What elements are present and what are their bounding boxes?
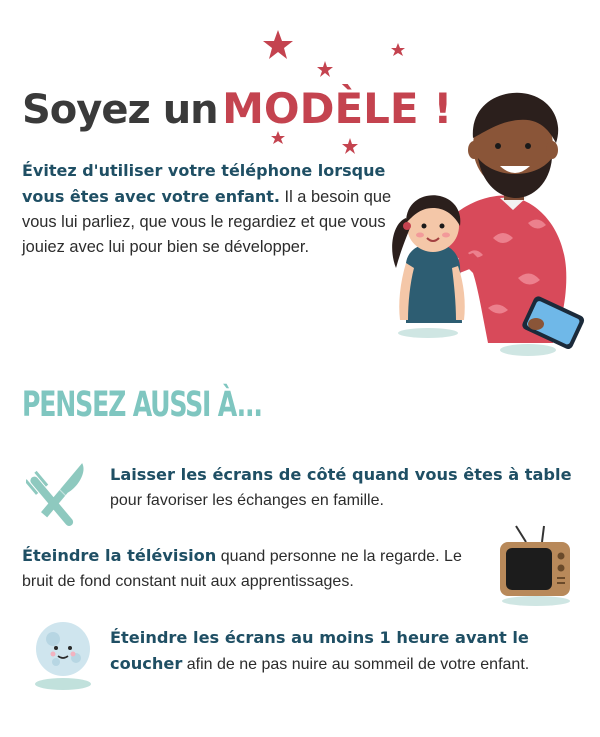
section-title: PENSEZ AUSSI À... xyxy=(22,385,262,425)
star-icon xyxy=(391,43,405,56)
tip-television xyxy=(22,543,482,594)
tip-table-text: pour favoriser les échanges en famille. xyxy=(110,492,384,509)
father-child-illustration xyxy=(378,88,590,360)
fork-knife-icon xyxy=(26,456,102,526)
intro-strong: Évitez d'utiliser votre téléphone lorsque vous êtes avec votre enfant. xyxy=(22,161,386,206)
tip-television-text: quand personne ne la regarde. Le bruit de fond constant nuit aux apprentissages. xyxy=(22,548,462,590)
title-part2: MODÈLE ! xyxy=(222,84,453,133)
tip-table-strong: Laisser les écrans de côté quand vous êtes à table xyxy=(110,465,572,484)
intro-text: Il a besoin que vous lui parliez, que vous le regardiez et que vous jouiez avec lui pour bien se développer. xyxy=(22,188,392,256)
tip-table xyxy=(110,462,580,513)
tip-television-strong: Éteindre la télévision xyxy=(22,546,217,565)
star-icon xyxy=(317,61,333,77)
intro-paragraph xyxy=(22,158,392,260)
television-icon xyxy=(494,524,578,606)
title-part1: Soyez un xyxy=(22,87,218,133)
tip-bedtime-strong: Éteindre les écrans au moins 1 heure avant le coucher xyxy=(110,628,529,673)
tip-bedtime xyxy=(110,625,530,677)
star-icon xyxy=(263,30,293,59)
star-icon xyxy=(342,138,358,154)
moon-icon xyxy=(26,614,100,692)
tip-bedtime-text: afin de ne pas nuire au sommeil de votre enfant. xyxy=(182,656,530,673)
